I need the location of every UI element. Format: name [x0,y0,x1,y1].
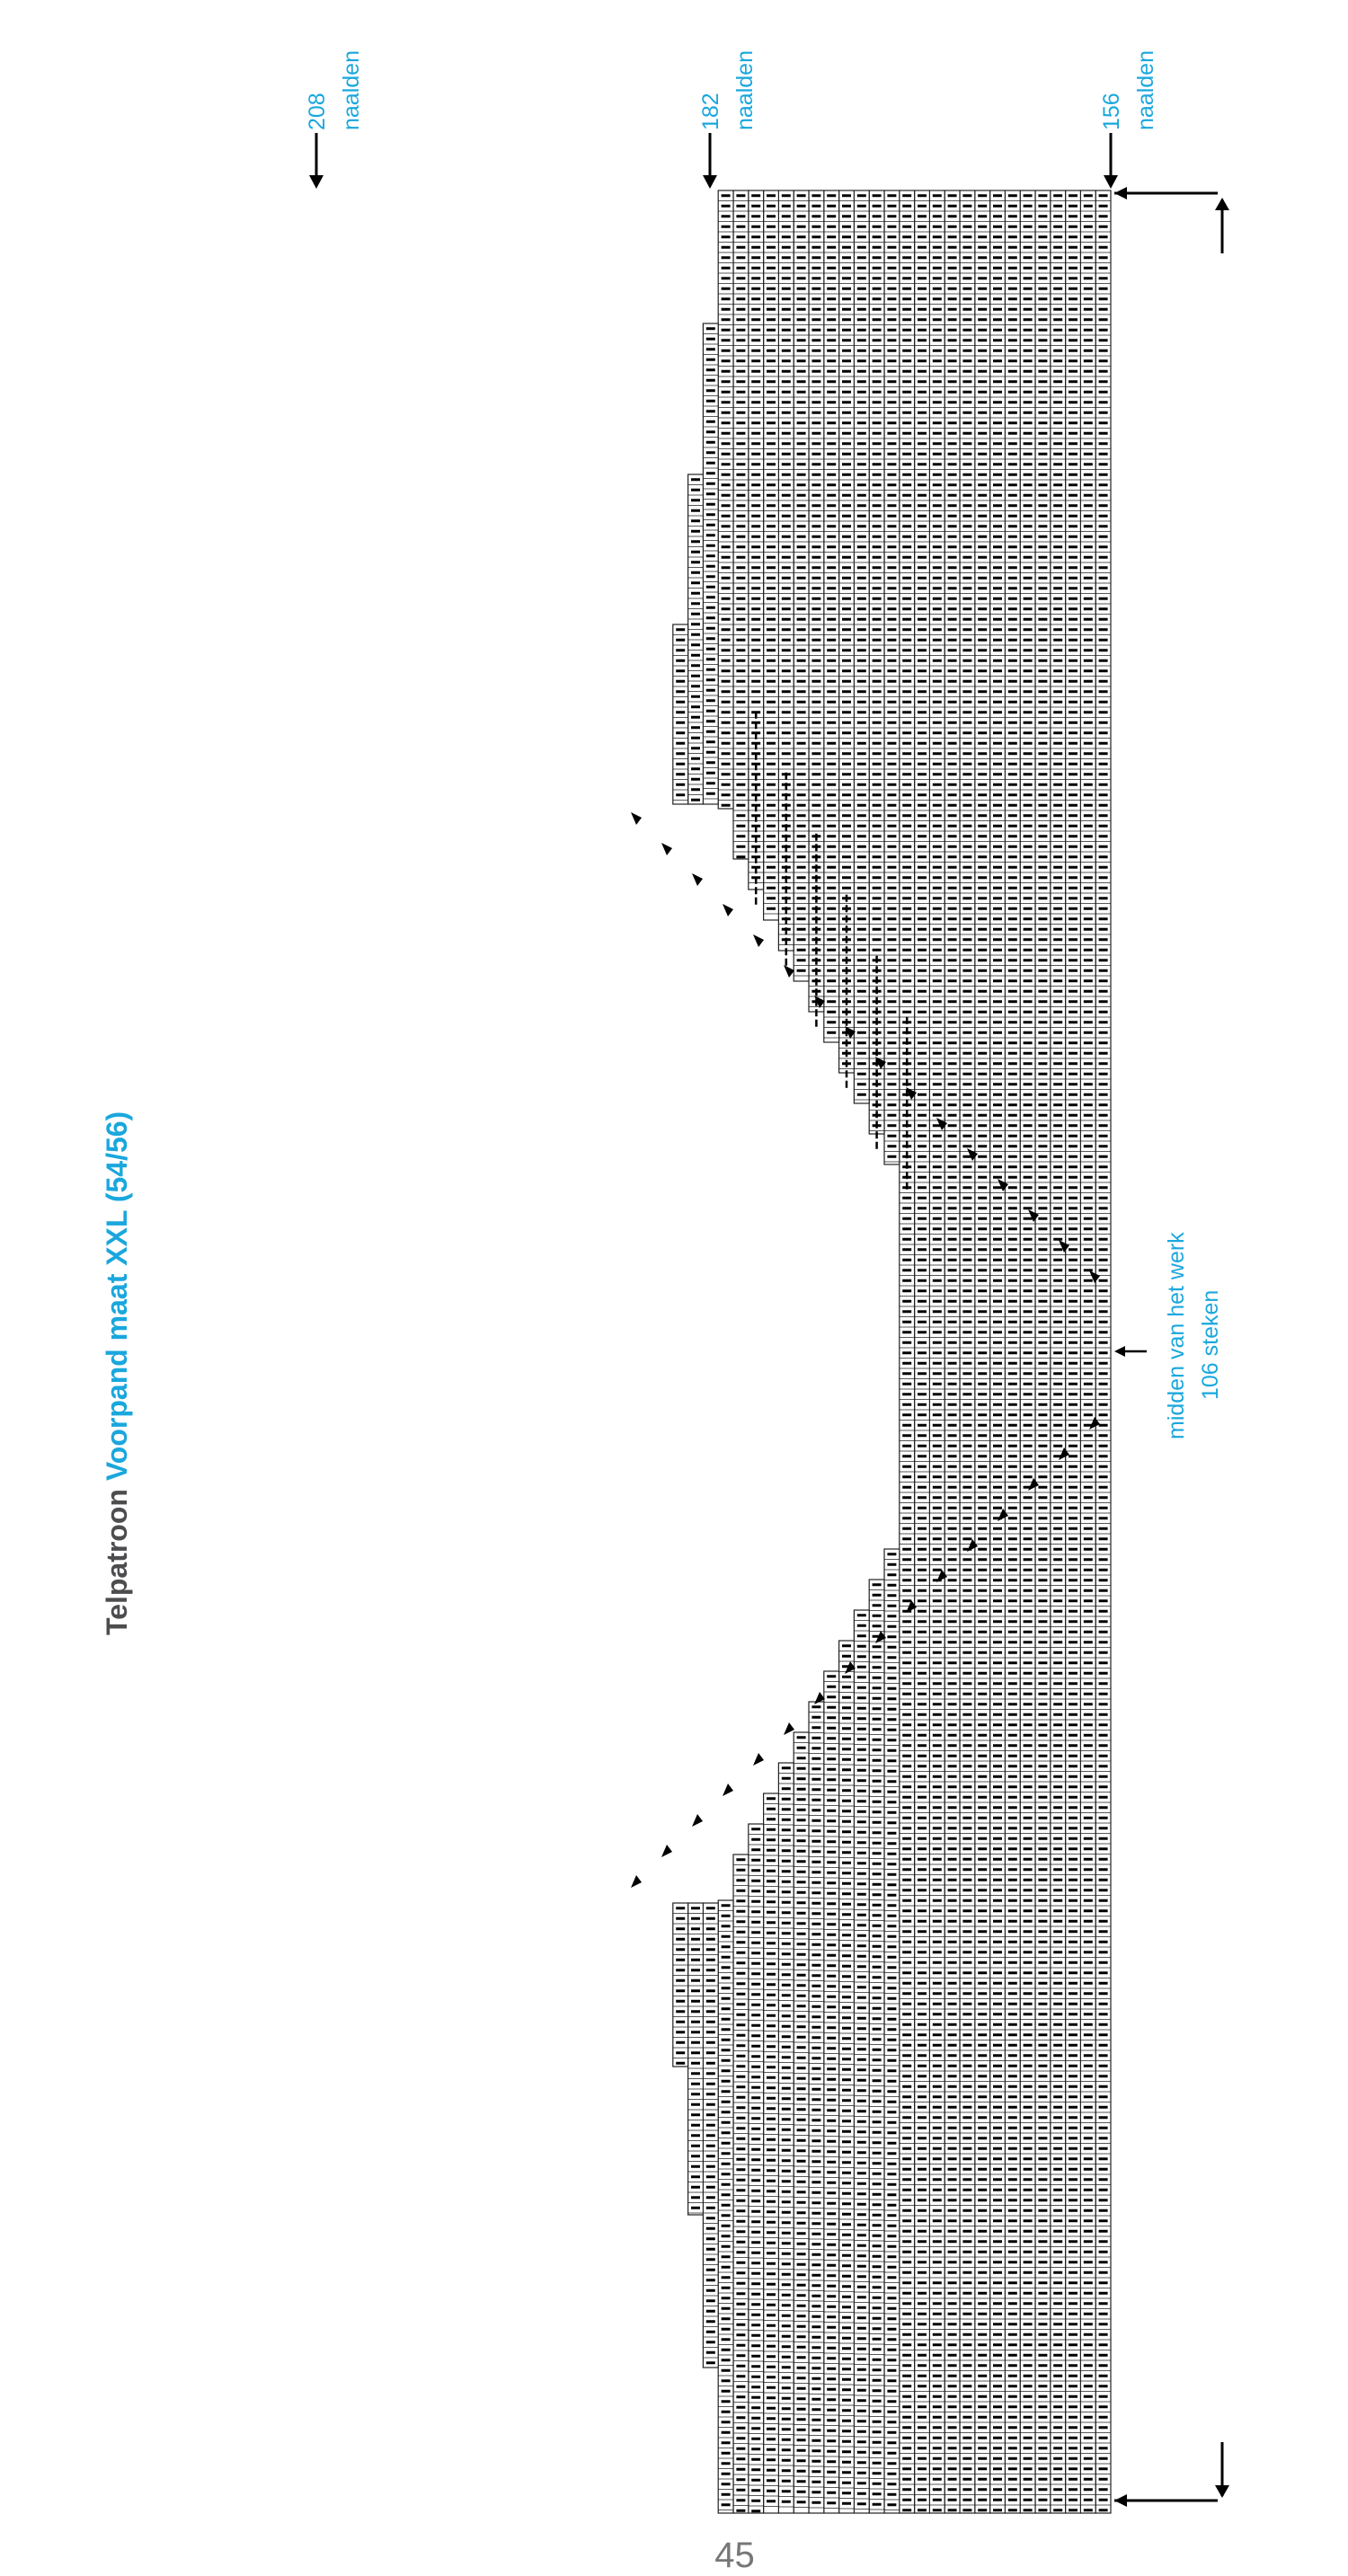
chart-column-lower [809,1702,824,2513]
chart-column-lower [778,1763,794,2513]
chart-column-lower [794,1732,809,2513]
chart-column-lower [854,1610,869,2513]
chart-column-upper [854,190,869,1103]
chart-column-upper [824,190,839,1042]
chart-column-lower [824,1671,839,2513]
chart-column-lower [839,1641,855,2513]
chart-column-upper [884,190,900,1164]
